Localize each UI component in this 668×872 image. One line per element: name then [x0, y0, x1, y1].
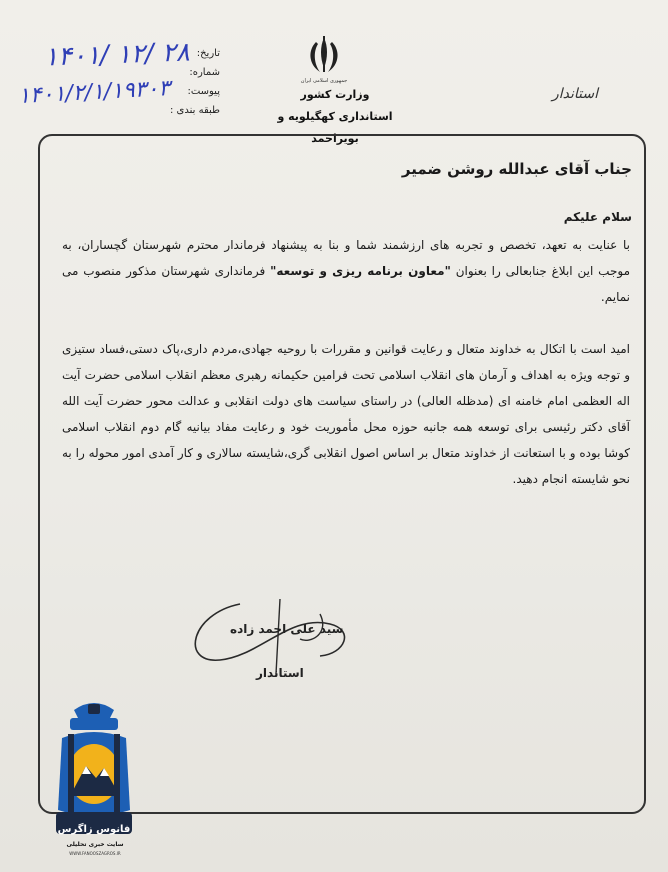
paragraph-appointment-start: با عنایت به تعهد، تخصص و تجربه های ارزشمند شما و بنا به پیشنهاد فرماندار محترم شهرستان گچساران، به موجب این ابلاغ جنابعالی را بعنوان	[62, 238, 631, 278]
watermark-brand-name: فانوس زاگرس	[57, 824, 131, 835]
signatory-name: سید علی احمد زاده	[230, 622, 344, 636]
paragraph-expectations: امید است با اتکال به خداوند متعال و رعایت قوانین و مقررات با روحیه جهادی،مردم داری،پاک دستی،فساد ستیزی و توجه ویژه به اهداف و آرمان های انقلاب اسلامی تحت فرامین حکیمانه رهبری معظم انقلاب اسلامی حضرت آیت اله العظمی امام خامنه ای (مدظله العالی) در راستای سیاست های دولت انقلابی و عدالت محور حضرت آیت الله آقای دکتر رئیسی برای توسعه همه جانبه حوزه محل مأموریت خود و رعایت مفاد بیانیه گام دوم انقلاب اسلامی کوشا بوده و با استعانت از خداوند متعال بر اساس اصول انقلابی گری،شایسته سالاری و کار آمدی امور محوله را به نحو شایسته انجام دهید.	[62, 342, 630, 486]
recipient: جناب آقای عبدالله روشن ضمیر	[401, 160, 632, 178]
province-name: استانداری کهگیلویه و بویراحمد	[277, 110, 393, 145]
paragraph-appointment-end: فرمانداری شهرستان مذکور منصوب می نمایم.	[62, 264, 630, 304]
signatory-title: استاندار	[256, 666, 304, 680]
attachment-label: پیوست:	[187, 86, 220, 97]
watermark-subtitle: سایت خبری تحلیلی	[66, 841, 124, 848]
handwritten-number: ۱۴۰۱/۲/۱/۱۹۳۰۳	[17, 76, 171, 109]
emblem-caption: جمهوری اسلامی ایران	[300, 78, 348, 84]
date-label: تاریخ:	[196, 48, 220, 59]
position-title: "معاون برنامه ریزی و توسعه"	[270, 264, 451, 278]
handwritten-date: ۱۴۰۱/ ۱۲/ ۲۸	[43, 37, 191, 73]
greeting: سلام علیکم	[563, 210, 632, 224]
iran-emblem-icon	[302, 34, 346, 78]
letter-body	[56, 160, 638, 492]
watermark-url: WWW.FANOOSZAGROS.IR	[69, 851, 121, 856]
header-right-label: استاندار	[551, 86, 598, 102]
ministry-name: وزارت کشور	[300, 88, 370, 101]
paragraph-appointment	[62, 232, 630, 310]
classification-label: طبقه بندی :	[170, 105, 220, 116]
number-label: شماره:	[189, 67, 220, 78]
